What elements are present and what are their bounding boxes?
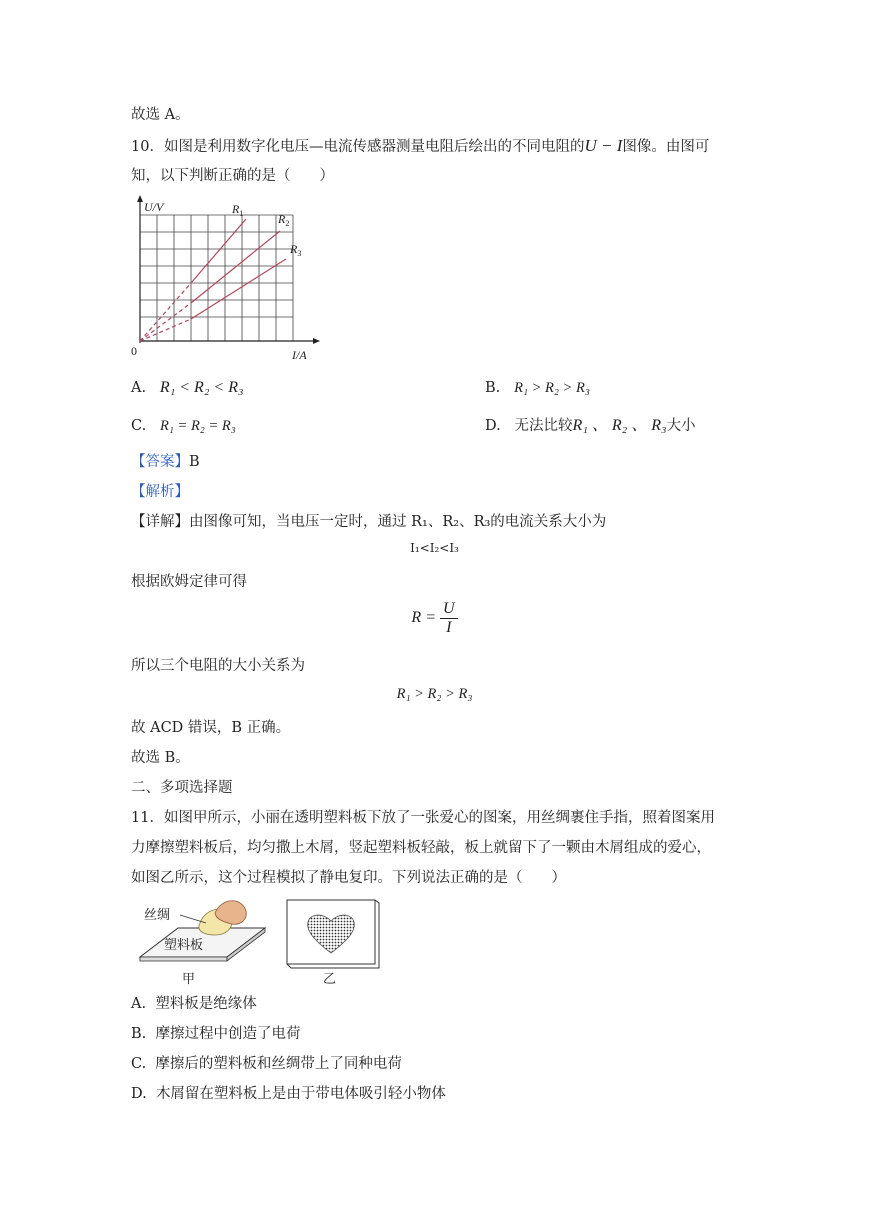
caption-jia: 甲 — [182, 972, 196, 987]
x-axis-label: I/A — [292, 348, 307, 362]
q11-stem-line2: 力摩擦塑料板后，均匀撒上木屑，竖起塑料板轻敲，板上就留下了一颗由木屑组成的爱心， — [131, 840, 711, 856]
q10-ui-graph — [128, 193, 328, 365]
caption-yi: 乙 — [323, 972, 337, 987]
q10-stem-math: U − I — [584, 136, 623, 155]
line-label-r1: $R_1$ — [232, 202, 244, 218]
q10-option-a[interactable]: A. R₁ < R₂ < R₃ — [131, 379, 244, 396]
q10-detail — [131, 512, 606, 532]
q10-option-d[interactable]: D. 无法比较R₁ 、 R₂ 、 R₃大小 — [485, 417, 696, 434]
q10-answer — [131, 452, 200, 472]
line-label-r3: $R_3$ — [290, 242, 302, 258]
x-axis-arrow — [313, 338, 320, 344]
prev-conclusion: 故选 A。 — [131, 107, 190, 123]
q10-stem-line2: 知，以下判断正确的是（ ） — [131, 168, 334, 184]
graph-grid — [140, 215, 293, 341]
q11-option-b[interactable]: B. 摩擦过程中创造了电荷 — [131, 1026, 301, 1042]
line-r1 — [191, 219, 246, 283]
answer-value: B — [189, 454, 200, 470]
judgement: 故 ACD 错误，B 正确。 — [131, 720, 291, 736]
label-silk: 丝绸 — [144, 908, 171, 923]
q11-option-d[interactable]: D. 木屑留在塑料板上是由于带电体吸引轻小物体 — [131, 1086, 446, 1102]
q10-option-b[interactable]: B. R₁ > R₂ > R₃ — [485, 380, 590, 396]
line-label-r2: $R_2$ — [278, 212, 290, 228]
detail-tag: 【详解】 — [131, 514, 189, 530]
q10-conclusion: 故选 B。 — [131, 750, 190, 766]
q11-option-a[interactable]: A. 塑料板是绝缘体 — [131, 996, 257, 1012]
ohm-intro: 根据欧姆定律可得 — [131, 574, 247, 590]
q11-stem-line1: 11．如图甲所示，小丽在透明塑料板下放了一张爱心的图案，用丝绸裹住手指，照着图案用 — [131, 810, 715, 826]
q10-analysis-tag: 【解析】 — [131, 484, 189, 500]
q11-stem-line3: 如图乙所示，这个过程模拟了静电复印。下列说法正确的是（ ） — [131, 870, 566, 886]
detail-text: 由图像可知，当电压一定时，通过 R₁、R₂、R₃的电流关系大小为 — [189, 514, 607, 530]
formula-fraction: $\frac{U}{I}$ — [440, 600, 458, 637]
resistance-relation: R₁ > R₂ > R₃ — [396, 686, 473, 702]
origin-label: 0 — [131, 344, 137, 358]
q11-option-c[interactable]: C. 摩擦后的塑料板和丝绸带上了同种电荷 — [131, 1056, 402, 1072]
line-r1-dashed — [140, 283, 191, 341]
relation-intro: 所以三个电阻的大小关系为 — [131, 658, 305, 674]
answer-tag: 【答案】 — [131, 454, 189, 470]
ohm-formula: R = $\frac{U}{I}$ — [0, 600, 869, 637]
label-board: 塑料板 — [164, 938, 204, 953]
line-r3 — [191, 259, 286, 319]
y-axis-label: U/V — [144, 200, 164, 214]
q10-stem-text: 10．如图是利用数字化电压—电流传感器测量电阻后绘出的不同电阻的 — [131, 139, 585, 155]
q10-option-c[interactable]: C. R₁ = R₂ = R₃ — [131, 418, 236, 434]
q10-stem-line1 — [131, 136, 709, 157]
q10-stem-tail: 图像。由图可 — [622, 139, 710, 155]
line-r2-dashed — [140, 303, 191, 341]
y-axis-arrow — [137, 195, 143, 202]
q11-figures — [130, 893, 390, 988]
current-relation: I₁<I₂<I₃ — [410, 541, 459, 555]
section-title: 二、多项选择题 — [131, 780, 233, 796]
